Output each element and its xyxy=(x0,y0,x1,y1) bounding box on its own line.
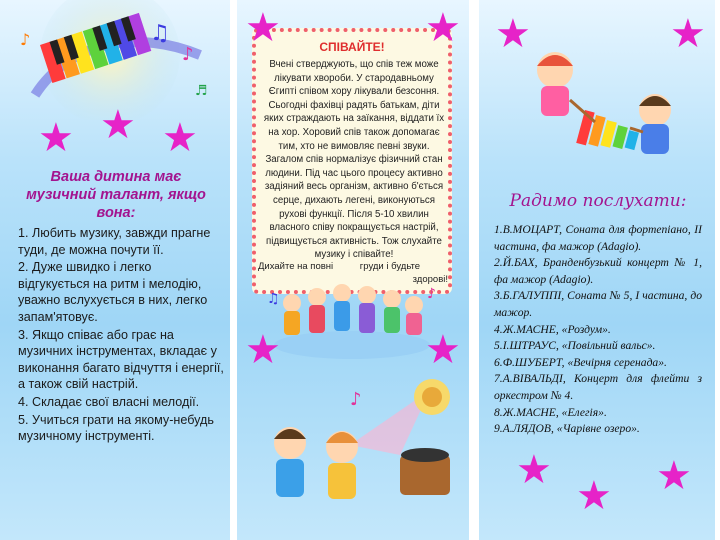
star-icon: ★ xyxy=(495,11,531,57)
list-item: 2.Й.БАХ, Бранденбузький концерт № 1, фа мажор (Adagio). xyxy=(494,256,702,286)
star-icon: ★ xyxy=(576,473,612,519)
star-icon: ★ xyxy=(38,115,74,161)
star-icon: ★ xyxy=(656,453,692,499)
list-item: 5. Учиться грати на якому-небудь музичному інструменті. xyxy=(18,412,214,444)
star-icon: ★ xyxy=(100,102,136,148)
star-icon: ★ xyxy=(162,115,198,161)
svg-text:♪: ♪ xyxy=(427,286,436,302)
children-gramophone-illustration xyxy=(250,375,465,525)
xylophone-children-illustration xyxy=(515,40,685,160)
singing-children-illustration xyxy=(262,283,442,363)
recommended-music-list xyxy=(494,222,702,438)
svg-text:♬: ♬ xyxy=(195,83,208,99)
svg-text:♫: ♫ xyxy=(150,21,170,46)
list-item: 6.Ф.ШУБЕРТ, «Вечірня серенада». xyxy=(494,355,667,369)
talent-heading: Ваша дитина має музичний талант, якщо вона: xyxy=(26,169,206,221)
svg-text:♪: ♪ xyxy=(350,389,362,410)
list-item: 1.В.МОЦАРТ, Соната для фортепіано, ІІ частина, фа мажор (Adagio). xyxy=(494,223,702,253)
list-item: 2. Дуже швидко і легко відгукується на ритм і мелодію, уважно вслухується в них, легко запам'ятовує. xyxy=(18,260,208,324)
talent-list xyxy=(18,225,224,446)
singing-note xyxy=(252,28,452,294)
list-item: 3. Якщо співає або грає на музичних інструментах, вкладає у виконання багато відчуття і енергії, а також свій настрій. xyxy=(18,327,224,392)
listen-title: Радимо послухати: xyxy=(509,191,687,211)
star-icon: ★ xyxy=(245,327,281,373)
list-item: 4.Ж.МАСНЕ, «Роздум». xyxy=(494,322,611,336)
svg-text:♪: ♪ xyxy=(182,44,194,65)
note-closing-part: груди і будьте xyxy=(359,261,421,272)
list-item: 8.Ж.МАСНЕ, «Елегія». xyxy=(494,405,607,419)
list-item: 9.А.ЛЯДОВ, «Чарівне озеро». xyxy=(494,422,640,436)
note-closing-part: Дихайте на повні xyxy=(258,261,334,272)
star-icon: ★ xyxy=(245,5,281,51)
note-text: Вчені стверджують, що спів теж може лікувати хвороби. У стародавньому Єгипті співом хору лікували безсоння. Сьогодні фахівці радять батькам, діти яких страждають на заїкання, віддати їх на хор. Хоровий спів також допомагає тим, хто не вимовляє певні звуки. Загалом спів нормалізує фізичний стан людини. Під час цього процесу активно задіяний весь організм, активно б'ється серце, дихають легені, виконуються рухові функції. Після 5-10 хвилин власного співу покращується настрій, підвищується активність. Тож слухайте музику і співайте! xyxy=(263,59,445,261)
star-icon: ★ xyxy=(670,11,706,57)
note-closing-part: здорові! xyxy=(412,274,448,285)
list-item: 7.А.ВІВАЛЬДІ, Концерт для флейти з оркестром № 4. xyxy=(494,372,702,402)
star-icon: ★ xyxy=(516,447,552,493)
svg-text:♫: ♫ xyxy=(267,291,280,307)
note-title: СПІВАЙТЕ! xyxy=(319,40,385,54)
list-item: 5.І.ШТРАУС, «Повільний вальс». xyxy=(494,339,656,353)
list-item: 4. Складає свої власні мелодії. xyxy=(18,394,200,409)
list-item: 3.Б.ГАЛУППІ, Соната № 5, І частина, до мажор. xyxy=(494,289,702,319)
list-item: 1. Любить музику, завжди прагне туди, де можна почути її. xyxy=(18,226,211,257)
star-icon: ★ xyxy=(425,5,461,51)
star-icon: ★ xyxy=(425,327,461,373)
svg-text:♪: ♪ xyxy=(20,30,31,49)
